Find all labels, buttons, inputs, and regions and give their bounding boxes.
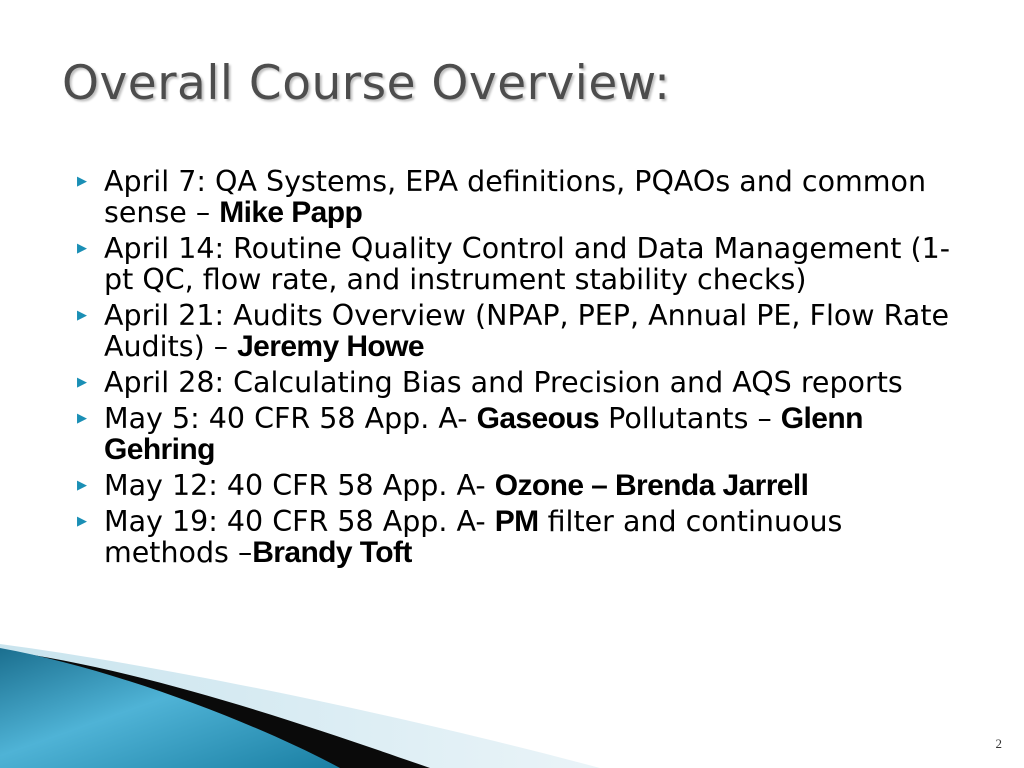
triangle-right-icon: ▶ (77, 514, 87, 529)
bullet-text: April 14: Routine Quality Control and Data Management (1-pt QC, flow rate, and instrument stability checks) (104, 232, 950, 296)
triangle-right-icon: ▶ (77, 308, 87, 323)
bullet-item (74, 300, 974, 362)
presenter-name: Glenn Gehring (104, 402, 863, 466)
bullet-text: May 12: 40 CFR 58 App. A- (104, 469, 495, 502)
bullet-text: May 19: 40 CFR 58 App. A- (104, 505, 495, 538)
topic-emphasis: PM (494, 505, 539, 538)
bullet-item (74, 506, 974, 568)
bullet-item (74, 470, 974, 501)
triangle-right-icon: ▶ (77, 375, 87, 390)
bullet-text: Pollutants – (599, 402, 781, 435)
page-number: 2 (995, 736, 1002, 751)
presenter-name: Mike Papp (219, 196, 363, 229)
bullet-text: April 7: QA Systems, EPA definitions, PQAOs and common sense – (104, 165, 927, 229)
presenter-name: Ozone – Brenda Jarrell (494, 469, 809, 502)
presenter-name: Brandy Toft (252, 536, 412, 569)
triangle-right-icon: ▶ (77, 174, 87, 189)
triangle-right-icon: ▶ (77, 478, 87, 493)
bullet-text: April 28: Calculating Bias and Precision and AQS reports (104, 366, 903, 399)
bullet-item (74, 367, 974, 398)
bullet-text: filter and continuous methods – (104, 505, 843, 569)
topic-emphasis: Gaseous (476, 402, 600, 435)
triangle-right-icon: ▶ (77, 241, 87, 256)
bullet-item (74, 166, 974, 228)
bullet-text: April 21: Audits Overview (NPAP, PEP, Annual PE, Flow Rate Audits) – (104, 299, 950, 363)
triangle-right-icon: ▶ (77, 411, 87, 426)
decorative-swoosh (0, 640, 1024, 768)
presenter-name: Jeremy Howe (237, 330, 424, 363)
bullet-list (74, 166, 974, 573)
bullet-text: May 5: 40 CFR 58 App. A- (104, 402, 477, 435)
bullet-item (74, 403, 974, 465)
slide-title: Overall Course Overview: (62, 56, 671, 111)
bullet-item (74, 233, 974, 295)
